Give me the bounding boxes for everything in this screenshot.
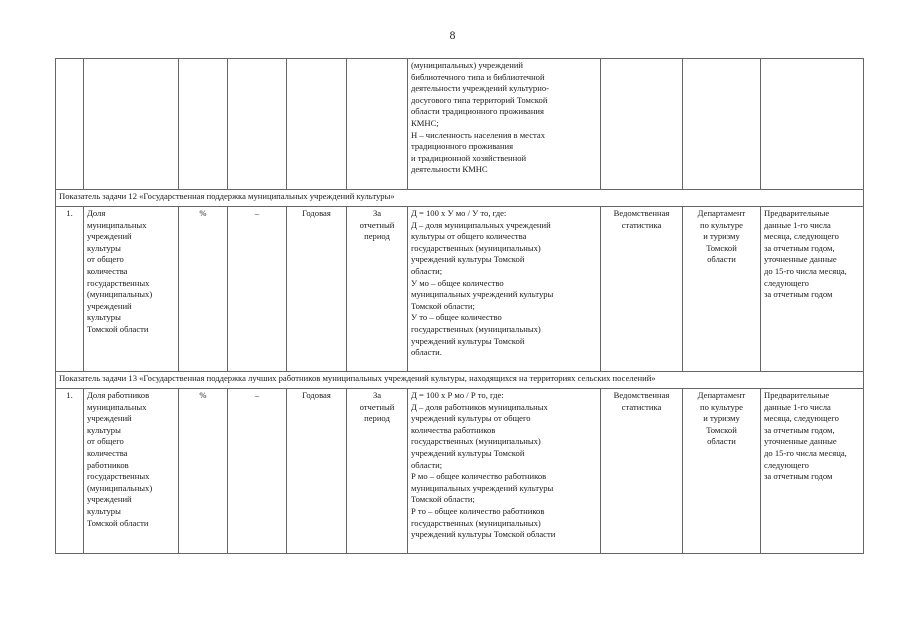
continuation-formula <box>408 59 601 190</box>
row-number: 1. <box>56 207 84 372</box>
data-source: Ведомственная статистика <box>601 207 683 372</box>
time-characteristic: За отчетный период <box>347 207 408 372</box>
cell-num <box>56 59 84 190</box>
dash: – <box>228 207 287 372</box>
unit: % <box>179 207 228 372</box>
section-header-row <box>56 372 864 389</box>
indicators-table <box>55 58 864 554</box>
indicator-row <box>56 207 864 372</box>
page-number: 8 <box>449 30 456 42</box>
time-characteristic: За отчетный период <box>347 389 408 554</box>
cell-period <box>287 59 347 190</box>
formula-line: традиционного проживания <box>411 141 514 152</box>
cell-for <box>347 59 408 190</box>
data-source: Ведомственная статистика <box>601 389 683 554</box>
responsible: Департамент по культуре и туризму Томской области <box>683 389 761 554</box>
cell-timing <box>761 59 864 190</box>
formula: Д = 100 x У мо / У то, где: Д – доля муниципальных учреждений культуры от общего количества государственных (муниципальных) учреждений культуры Томской области; У мо – общее количество муниципальных учреждений культуры Томской области; У то – общее количество государственных (муниципальных) учреждений культуры Томской области. <box>408 207 601 372</box>
formula-line: деятельности учреждений культурно- <box>411 83 549 94</box>
dash: – <box>228 389 287 554</box>
section-header: Показатель задачи 13 «Государственная поддержка лучших работников муниципальных учреждений культуры, находящихся на территориях сельских поселений» <box>56 372 864 389</box>
cell-responsible <box>683 59 761 190</box>
cell-unit <box>179 59 228 190</box>
formula-line: (муниципальных) учреждений <box>411 60 524 70</box>
formula: Д = 100 x Р мо / Р то, где: Д – доля работников муниципальных учреждений культуры от общего количества работников государственных (муниципальных) учреждений культуры Томской области; Р мо – общее количество работников муниципальных учреждений культуры Томской области; Р то – общее количество работников государственных (муниципальных) учреждений культуры Томской области <box>408 389 601 554</box>
timing: Предварительные данные 1-го числа месяца, следующего за отчетным годом, уточненные данные до 15-го числа месяца, следующего за отчетным годом <box>761 207 864 372</box>
indicator-row <box>56 389 864 554</box>
formula-line: досугового типа территорий Томской <box>411 94 548 105</box>
formula-line: и традиционной хозяйственной <box>411 152 527 163</box>
section-header: Показатель задачи 12 «Государственная поддержка муниципальных учреждений культуры» <box>56 190 864 207</box>
formula-line: библиотечного типа и библиотечной <box>411 71 545 82</box>
formula-line: области традиционного проживания <box>411 106 544 117</box>
periodicity: Годовая <box>287 389 347 554</box>
cell-dash <box>228 59 287 190</box>
section-header-row <box>56 190 864 207</box>
continuation-row <box>56 59 864 190</box>
formula-line: деятельности КМНС <box>411 164 488 175</box>
indicator-name: Доля работников муниципальных учреждений культуры от общего количества работников государственных (муниципальных) учреждений культуры Томской области <box>84 389 179 554</box>
formula-line: Н – численность населения в местах <box>411 129 545 140</box>
responsible: Департамент по культуре и туризму Томской области <box>683 207 761 372</box>
timing: Предварительные данные 1-го числа месяца, следующего за отчетным годом, уточненные данные до 15-го числа месяца, следующего за отчетным годом <box>761 389 864 554</box>
formula-line: КМНС; <box>411 117 439 128</box>
indicator-name: Доля муниципальных учреждений культуры от общего количества государственных (муниципальных) учреждений культуры Томской области <box>84 207 179 372</box>
cell-name <box>84 59 179 190</box>
unit: % <box>179 389 228 554</box>
row-number: 1. <box>56 389 84 554</box>
periodicity: Годовая <box>287 207 347 372</box>
cell-source <box>601 59 683 190</box>
